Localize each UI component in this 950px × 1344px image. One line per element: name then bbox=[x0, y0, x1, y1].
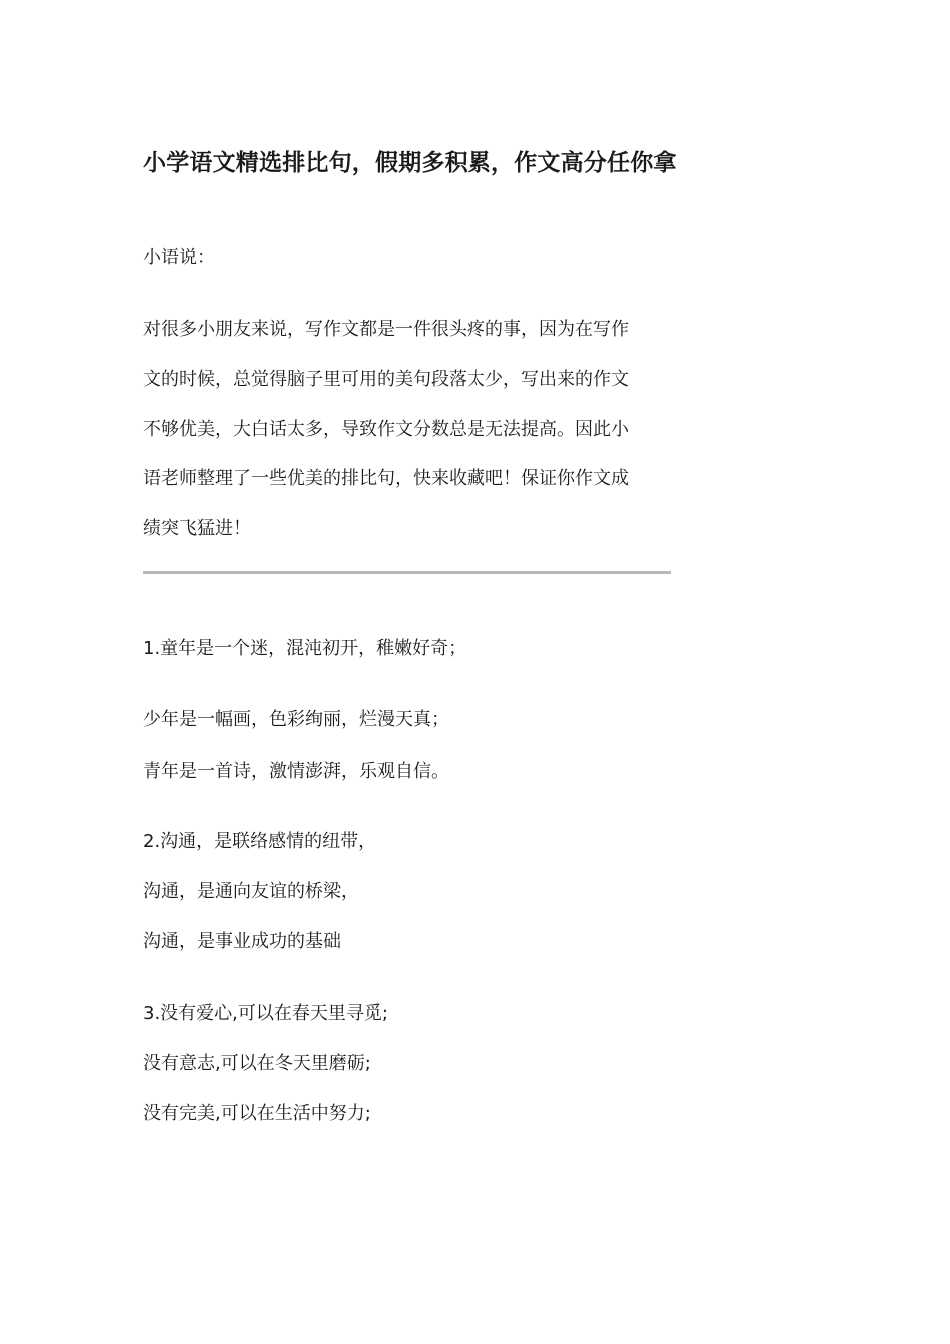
sentence-line: 1.童年是一个迷，混沌初开，稚嫩好奇； bbox=[143, 638, 467, 659]
sentence-line: 没有完美,可以在生活中努力; bbox=[143, 1103, 371, 1124]
intro-line: 对很多小朋友来说，写作文都是一件很头疼的事，因为在写作 bbox=[143, 319, 629, 340]
section-divider bbox=[143, 571, 671, 574]
sentence-line: 没有意志,可以在冬天里磨砺; bbox=[143, 1053, 371, 1074]
intro-line: 绩突飞猛进！ bbox=[143, 518, 251, 539]
sentence-line: 沟通，是通向友谊的桥梁， bbox=[143, 881, 359, 902]
sentence-line: 2.沟通，是联络感情的纽带， bbox=[143, 831, 377, 852]
article-title: 小学语文精选排比句，假期多积累，作文高分任你拿 bbox=[143, 150, 677, 176]
sentence-line: 少年是一幅画，色彩绚丽，烂漫天真； bbox=[143, 709, 449, 730]
intro-line: 文的时候，总觉得脑子里可用的美句段落太少，写出来的作文 bbox=[143, 369, 629, 390]
sentence-line: 青年是一首诗，激情澎湃，乐观自信。 bbox=[143, 761, 449, 782]
intro-line: 语老师整理了一些优美的排比句，快来收藏吧！保证你作文成 bbox=[143, 468, 629, 489]
sentence-line: 3.没有爱心,可以在春天里寻觅; bbox=[143, 1003, 388, 1024]
intro-label: 小语说： bbox=[143, 247, 215, 268]
sentence-line: 沟通，是事业成功的基础 bbox=[143, 931, 341, 952]
intro-line: 不够优美，大白话太多，导致作文分数总是无法提高。因此小 bbox=[143, 419, 629, 440]
